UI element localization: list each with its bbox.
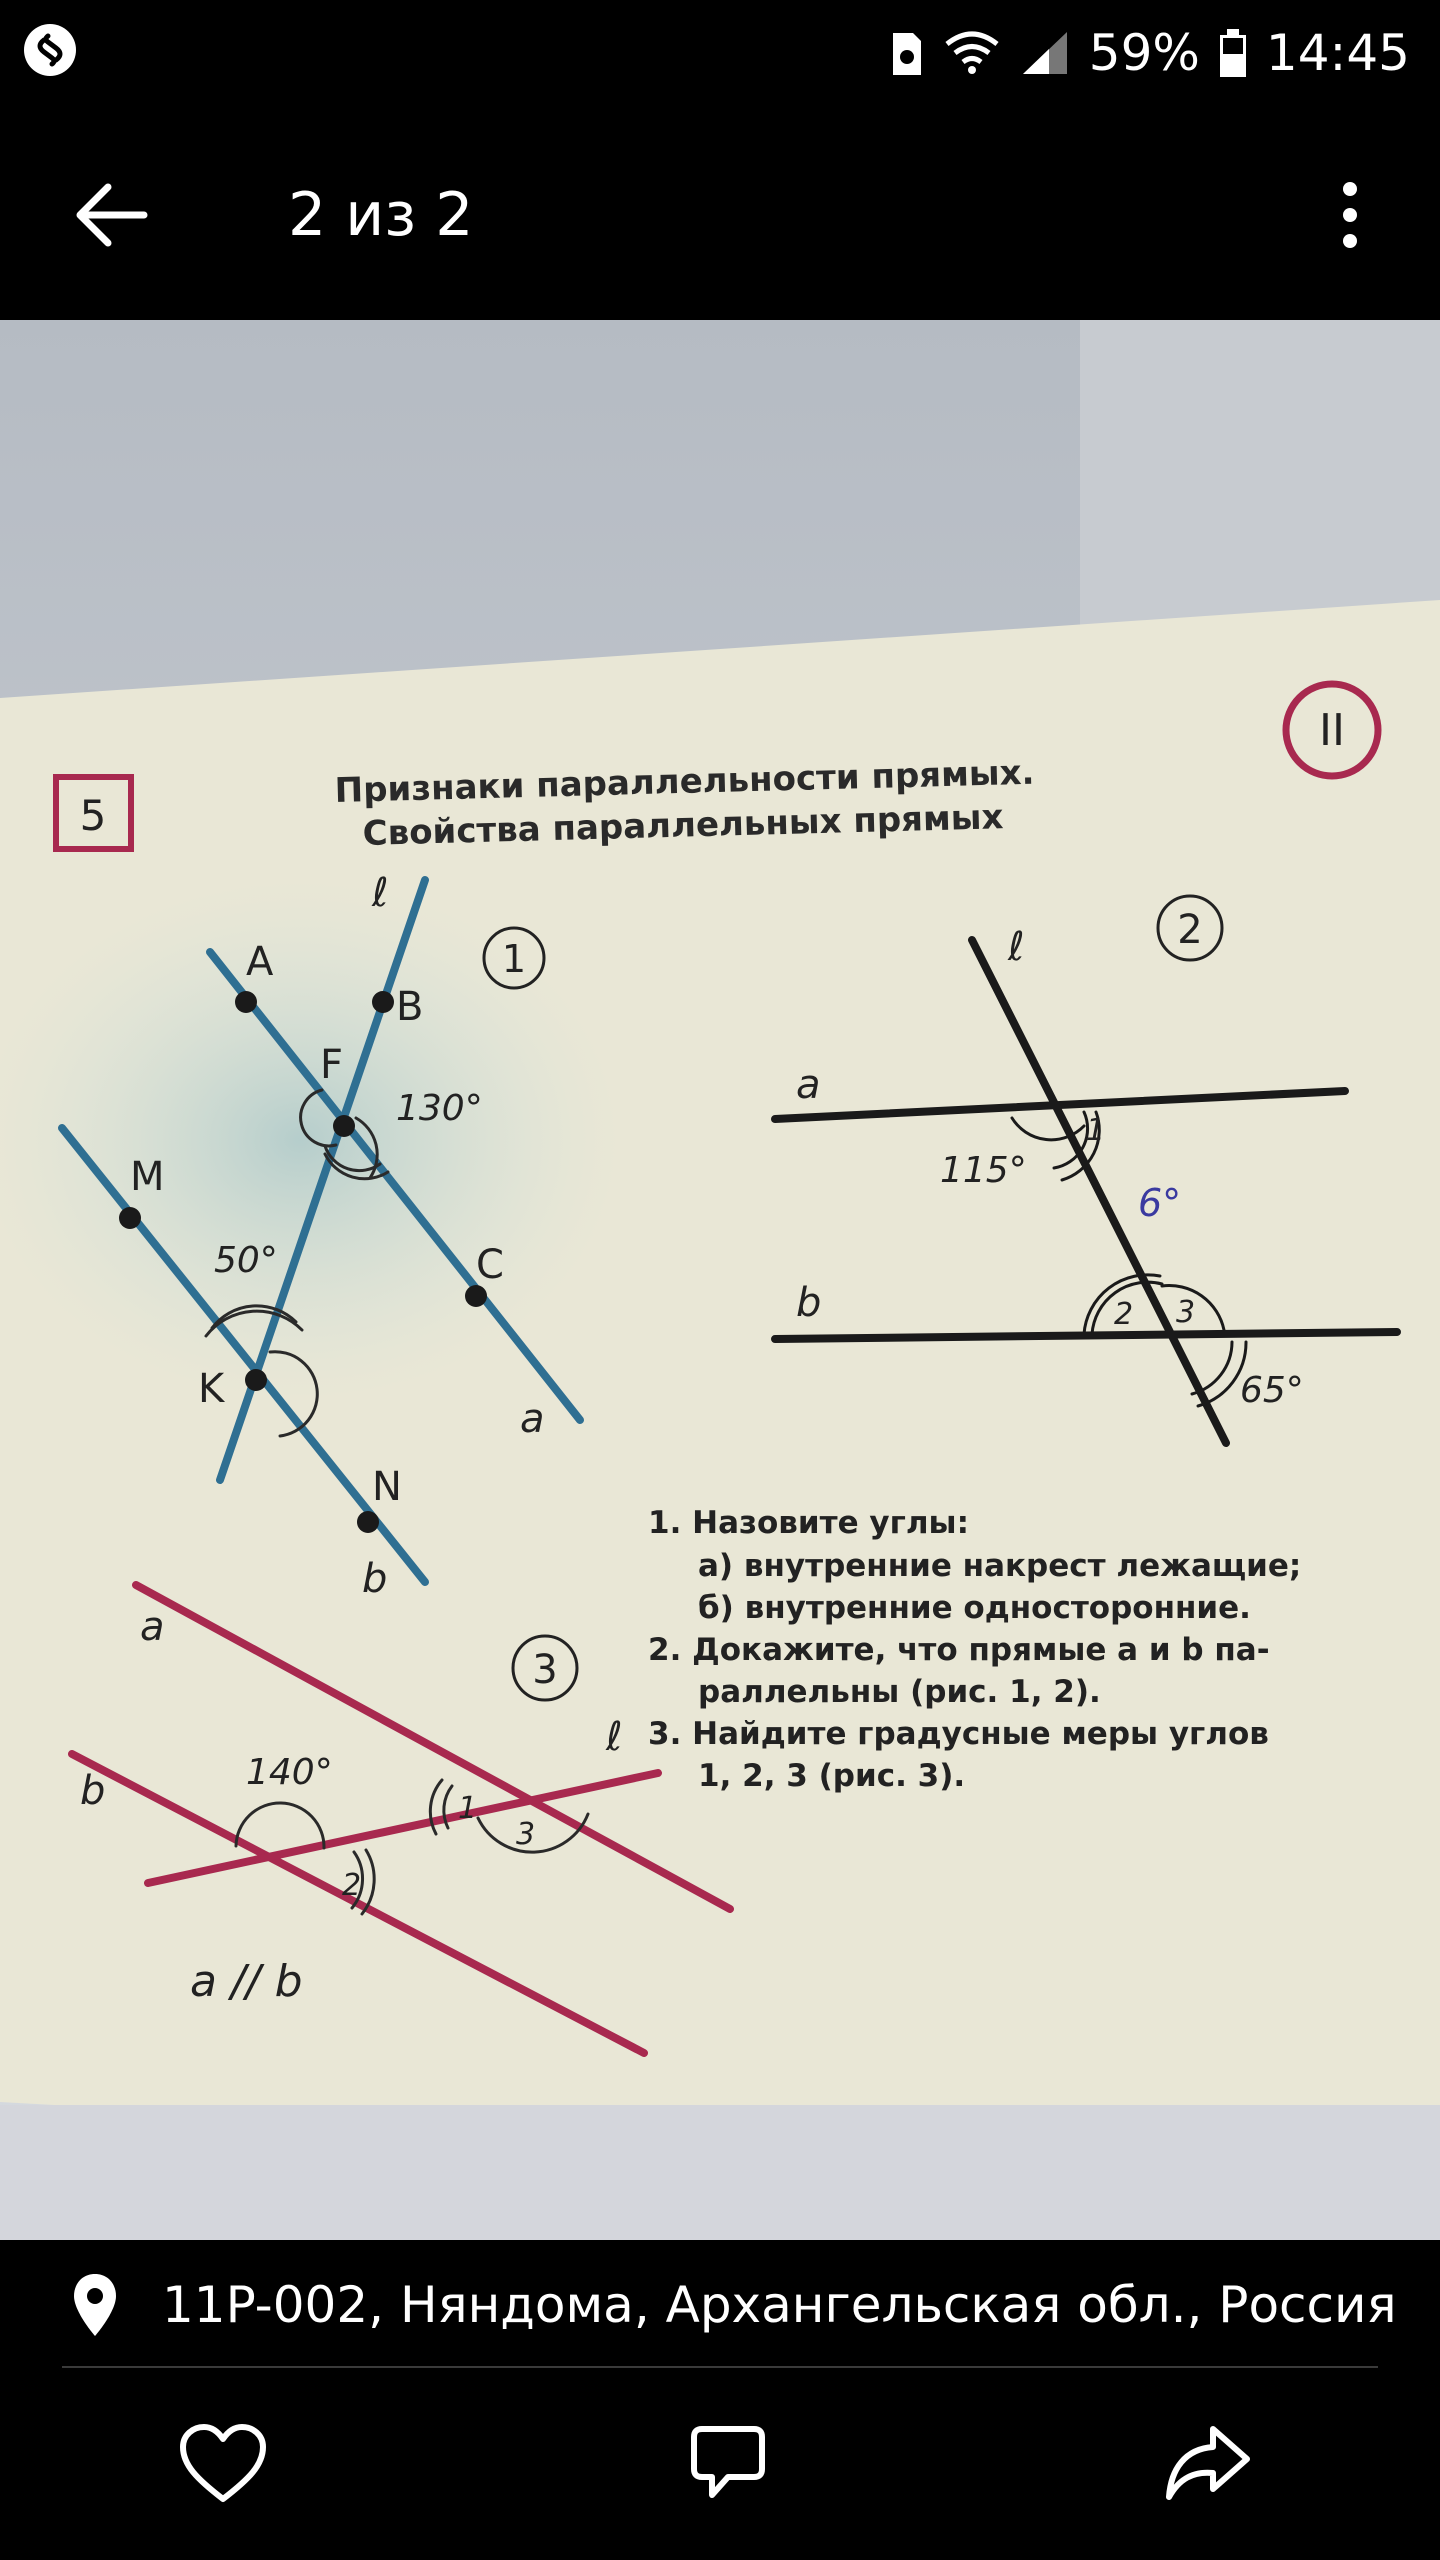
fig2-pencil-note: 6° xyxy=(1138,1181,1182,1225)
share-icon xyxy=(1163,2421,1253,2505)
like-button[interactable] xyxy=(168,2408,278,2518)
signal-icon xyxy=(1019,28,1071,78)
fig1-label-F: F xyxy=(320,1042,344,1088)
task-1b: б) внутренние односторонние. xyxy=(698,1590,1251,1626)
more-options-button[interactable] xyxy=(1300,165,1400,265)
fig2-label-b: b xyxy=(796,1280,822,1326)
card-title-line1: Признаки параллельности прямых. xyxy=(334,752,1035,811)
wifi-icon xyxy=(943,28,1001,78)
arrow-left-icon xyxy=(70,180,150,250)
task-1a: а) внутренние накрест лежащие; xyxy=(698,1548,1302,1584)
fig1-label-M: M xyxy=(130,1154,165,1200)
task-1: 1. Назовите углы: xyxy=(648,1505,969,1541)
fig1-angle-130: 130° xyxy=(396,1088,483,1129)
fig3-label-l: ℓ xyxy=(606,1714,623,1760)
photo-viewer[interactable] xyxy=(0,320,1440,2240)
fig2-angle-2: 2 xyxy=(1114,1297,1134,1332)
fig2-angle-1: 1 xyxy=(1086,1113,1106,1148)
fig2-angle-65: 65° xyxy=(1240,1370,1304,1411)
fig1-label-a: a xyxy=(520,1396,545,1442)
fig3-label-b: b xyxy=(80,1768,106,1814)
fig2-angle-3: 3 xyxy=(1176,1295,1196,1330)
location-bar[interactable] xyxy=(0,2240,1440,2370)
task-2-line2: раллельны (рис. 1, 2). xyxy=(698,1674,1101,1710)
shazam-icon xyxy=(22,22,78,78)
fig1-label-A: A xyxy=(246,939,274,985)
fig1-angle-50: 50° xyxy=(214,1240,278,1281)
heart-icon xyxy=(177,2421,269,2505)
action-bar xyxy=(0,2368,1440,2560)
fig3-angle-2: 2 xyxy=(342,1868,362,1903)
fig3-angle-3: 3 xyxy=(516,1817,536,1852)
card-number: 5 xyxy=(79,791,107,840)
fig2-angle-115: 115° xyxy=(940,1150,1027,1191)
card-title-line2: Свойства параллельных прямых xyxy=(362,797,1004,854)
tasks-block xyxy=(648,1505,1301,1794)
variant-label: II xyxy=(1319,705,1345,756)
photo-image xyxy=(0,320,1440,2240)
fig1-label-C: C xyxy=(476,1242,504,1288)
comment-icon xyxy=(688,2421,768,2505)
page-title: 2 из 2 xyxy=(288,180,474,250)
fig3-number: 3 xyxy=(532,1647,558,1693)
more-vertical-icon xyxy=(1340,179,1360,251)
task-2-line1: 2. Докажите, что прямые a и b па- xyxy=(648,1632,1270,1668)
location-text: 11P-002, Няндома, Архангельская обл., Россия xyxy=(162,2276,1397,2334)
battery-percent: 59% xyxy=(1088,24,1200,82)
clock: 14:45 xyxy=(1265,24,1410,82)
fig3-parallel-note: a // b xyxy=(190,1956,303,2007)
back-button[interactable] xyxy=(60,165,160,265)
task-3-line1: 3. Найдите градусные меры углов xyxy=(648,1716,1269,1752)
fig1-label-l: ℓ xyxy=(372,870,389,916)
share-button[interactable] xyxy=(1153,2408,1263,2518)
fig1-label-B: B xyxy=(396,984,424,1030)
location-pin-icon xyxy=(70,2270,120,2340)
status-bar xyxy=(0,0,1440,105)
fig1-label-b: b xyxy=(362,1556,388,1602)
fig3-angle-1: 1 xyxy=(458,1791,478,1826)
fig2-number: 2 xyxy=(1177,907,1203,953)
fig1-label-K: K xyxy=(198,1366,225,1412)
fig2-label-a: a xyxy=(796,1062,821,1108)
comment-button[interactable] xyxy=(673,2408,783,2518)
fig3-label-a: a xyxy=(140,1604,165,1650)
fig1-number: 1 xyxy=(501,937,527,981)
app-bar xyxy=(0,105,1440,320)
fig3-angle-140: 140° xyxy=(246,1752,333,1793)
battery-icon xyxy=(1218,27,1248,79)
fig1-label-N: N xyxy=(372,1464,402,1510)
sim-card-icon xyxy=(889,27,925,79)
fig2-label-l: ℓ xyxy=(1008,924,1025,970)
task-3-line2: 1, 2, 3 (рис. 3). xyxy=(698,1758,966,1794)
